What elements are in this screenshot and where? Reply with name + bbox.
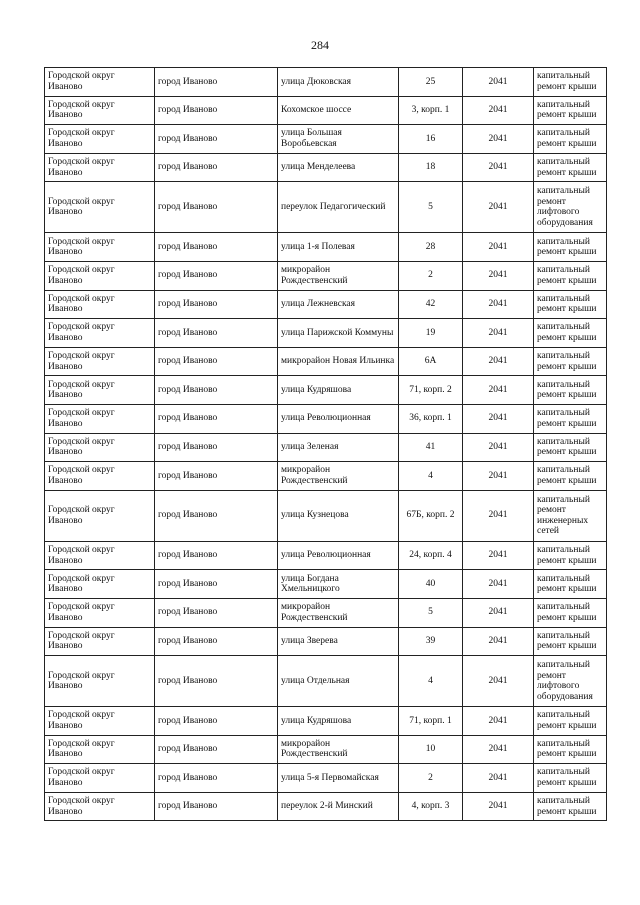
year-cell: 2041: [463, 347, 534, 376]
year-cell: 2041: [463, 627, 534, 656]
work-type-cell: капитальный ремонт крыши: [534, 627, 607, 656]
year-cell: 2041: [463, 319, 534, 348]
work-type-cell: капитальный ремонт крыши: [534, 96, 607, 125]
work-type-cell: капитальный ремонт крыши: [534, 541, 607, 570]
work-type-cell: капитальный ремонт крыши: [534, 125, 607, 154]
work-type-cell: капитальный ремонт крыши: [534, 153, 607, 182]
table-row: [45, 792, 607, 821]
year-cell: 2041: [463, 462, 534, 491]
city-cell: город Иваново: [155, 319, 278, 348]
year-cell: 2041: [463, 792, 534, 821]
table-row: [45, 735, 607, 764]
year-cell: 2041: [463, 290, 534, 319]
street-cell: улица Зеленая: [278, 433, 399, 462]
city-cell: город Иваново: [155, 598, 278, 627]
district-cell: Городской округ Иваново: [45, 707, 155, 736]
work-type-cell: капитальный ремонт крыши: [534, 735, 607, 764]
house-number-cell: 42: [399, 290, 463, 319]
work-type-cell: капитальный ремонт лифтового оборудования: [534, 656, 607, 707]
table-row: [45, 153, 607, 182]
street-cell: переулок 2-й Минский: [278, 792, 399, 821]
table-row: [45, 598, 607, 627]
district-cell: Городской округ Иваново: [45, 792, 155, 821]
table-row: [45, 68, 607, 97]
street-cell: микрорайон Новая Ильинка: [278, 347, 399, 376]
city-cell: город Иваново: [155, 233, 278, 262]
house-number-cell: 4, корп. 3: [399, 792, 463, 821]
city-cell: город Иваново: [155, 182, 278, 233]
street-cell: улица Парижской Коммуны: [278, 319, 399, 348]
table-body: [45, 68, 607, 821]
table-row: [45, 261, 607, 290]
table-row: [45, 125, 607, 154]
table-row: [45, 627, 607, 656]
district-cell: Городской округ Иваново: [45, 68, 155, 97]
street-cell: улица Отдельная: [278, 656, 399, 707]
year-cell: 2041: [463, 433, 534, 462]
district-cell: Городской округ Иваново: [45, 376, 155, 405]
table-row: [45, 433, 607, 462]
table-row: [45, 319, 607, 348]
table-row: [45, 570, 607, 599]
district-cell: Городской округ Иваново: [45, 261, 155, 290]
street-cell: микрорайон Рождественский: [278, 261, 399, 290]
city-cell: город Иваново: [155, 261, 278, 290]
street-cell: улица 1-я Полевая: [278, 233, 399, 262]
house-number-cell: 71, корп. 2: [399, 376, 463, 405]
district-cell: Городской округ Иваново: [45, 433, 155, 462]
house-number-cell: 67Б, корп. 2: [399, 490, 463, 541]
district-cell: Городской округ Иваново: [45, 462, 155, 491]
house-number-cell: 4: [399, 656, 463, 707]
year-cell: 2041: [463, 125, 534, 154]
work-type-cell: капитальный ремонт крыши: [534, 68, 607, 97]
work-type-cell: капитальный ремонт крыши: [534, 261, 607, 290]
year-cell: 2041: [463, 735, 534, 764]
work-type-cell: капитальный ремонт крыши: [534, 376, 607, 405]
street-cell: улица Богдана Хмельницкого: [278, 570, 399, 599]
table-row: [45, 764, 607, 793]
street-cell: улица Дюковская: [278, 68, 399, 97]
street-cell: улица Революционная: [278, 404, 399, 433]
district-cell: Городской округ Иваново: [45, 735, 155, 764]
work-type-cell: капитальный ремонт крыши: [534, 598, 607, 627]
city-cell: город Иваново: [155, 570, 278, 599]
work-type-cell: капитальный ремонт крыши: [534, 347, 607, 376]
city-cell: город Иваново: [155, 735, 278, 764]
city-cell: город Иваново: [155, 541, 278, 570]
house-number-cell: 36, корп. 1: [399, 404, 463, 433]
house-number-cell: 19: [399, 319, 463, 348]
year-cell: 2041: [463, 541, 534, 570]
street-cell: улица Кудряшова: [278, 707, 399, 736]
district-cell: Городской округ Иваново: [45, 153, 155, 182]
district-cell: Городской округ Иваново: [45, 319, 155, 348]
work-type-cell: капитальный ремонт крыши: [534, 319, 607, 348]
city-cell: город Иваново: [155, 462, 278, 491]
street-cell: Кохомское шоссе: [278, 96, 399, 125]
district-cell: Городской округ Иваново: [45, 125, 155, 154]
work-type-cell: капитальный ремонт крыши: [534, 404, 607, 433]
district-cell: Городской округ Иваново: [45, 490, 155, 541]
work-type-cell: капитальный ремонт крыши: [534, 290, 607, 319]
district-cell: Городской округ Иваново: [45, 96, 155, 125]
year-cell: 2041: [463, 182, 534, 233]
district-cell: Городской округ Иваново: [45, 182, 155, 233]
table-row: [45, 376, 607, 405]
work-type-cell: капитальный ремонт лифтового оборудования: [534, 182, 607, 233]
year-cell: 2041: [463, 764, 534, 793]
city-cell: город Иваново: [155, 290, 278, 319]
year-cell: 2041: [463, 656, 534, 707]
city-cell: город Иваново: [155, 376, 278, 405]
year-cell: 2041: [463, 376, 534, 405]
house-number-cell: 18: [399, 153, 463, 182]
work-type-cell: капитальный ремонт крыши: [534, 764, 607, 793]
page-number: 284: [311, 38, 329, 52]
street-cell: улица Большая Воробьевская: [278, 125, 399, 154]
house-number-cell: 2: [399, 261, 463, 290]
house-number-cell: 4: [399, 462, 463, 491]
city-cell: город Иваново: [155, 347, 278, 376]
year-cell: 2041: [463, 233, 534, 262]
table-row: [45, 233, 607, 262]
district-cell: Городской округ Иваново: [45, 627, 155, 656]
year-cell: 2041: [463, 153, 534, 182]
year-cell: 2041: [463, 570, 534, 599]
work-type-cell: капитальный ремонт инженерных сетей: [534, 490, 607, 541]
district-cell: Городской округ Иваново: [45, 347, 155, 376]
district-cell: Городской округ Иваново: [45, 656, 155, 707]
work-type-cell: капитальный ремонт крыши: [534, 433, 607, 462]
district-cell: Городской округ Иваново: [45, 541, 155, 570]
work-type-cell: капитальный ремонт крыши: [534, 570, 607, 599]
city-cell: город Иваново: [155, 490, 278, 541]
house-number-cell: 25: [399, 68, 463, 97]
district-cell: Городской округ Иваново: [45, 233, 155, 262]
district-cell: Городской округ Иваново: [45, 404, 155, 433]
table-row: [45, 96, 607, 125]
street-cell: улица Зверева: [278, 627, 399, 656]
table-row: [45, 347, 607, 376]
city-cell: город Иваново: [155, 433, 278, 462]
city-cell: город Иваново: [155, 627, 278, 656]
street-cell: улица 5-я Первомайская: [278, 764, 399, 793]
street-cell: улица Кудряшова: [278, 376, 399, 405]
year-cell: 2041: [463, 96, 534, 125]
city-cell: город Иваново: [155, 125, 278, 154]
city-cell: город Иваново: [155, 707, 278, 736]
city-cell: город Иваново: [155, 764, 278, 793]
table-row: [45, 404, 607, 433]
house-number-cell: 6А: [399, 347, 463, 376]
district-cell: Городской округ Иваново: [45, 290, 155, 319]
district-cell: Городской округ Иваново: [45, 570, 155, 599]
house-number-cell: 5: [399, 598, 463, 627]
street-cell: улица Кузнецова: [278, 490, 399, 541]
work-type-cell: капитальный ремонт крыши: [534, 792, 607, 821]
work-type-cell: капитальный ремонт крыши: [534, 233, 607, 262]
house-number-cell: 5: [399, 182, 463, 233]
house-number-cell: 10: [399, 735, 463, 764]
city-cell: город Иваново: [155, 68, 278, 97]
table-row: [45, 541, 607, 570]
house-number-cell: 40: [399, 570, 463, 599]
house-number-cell: 24, корп. 4: [399, 541, 463, 570]
housing-repair-table: [44, 67, 607, 821]
city-cell: город Иваново: [155, 404, 278, 433]
table-row: [45, 656, 607, 707]
street-cell: улица Менделеева: [278, 153, 399, 182]
street-cell: микрорайон Рождественский: [278, 735, 399, 764]
year-cell: 2041: [463, 261, 534, 290]
table-row: [45, 462, 607, 491]
table-row: [45, 182, 607, 233]
city-cell: город Иваново: [155, 656, 278, 707]
year-cell: 2041: [463, 490, 534, 541]
table-row: [45, 707, 607, 736]
house-number-cell: 39: [399, 627, 463, 656]
city-cell: город Иваново: [155, 153, 278, 182]
street-cell: микрорайон Рождественский: [278, 598, 399, 627]
city-cell: город Иваново: [155, 792, 278, 821]
table-row: [45, 290, 607, 319]
district-cell: Городской округ Иваново: [45, 764, 155, 793]
district-cell: Городской округ Иваново: [45, 598, 155, 627]
house-number-cell: 41: [399, 433, 463, 462]
house-number-cell: 3, корп. 1: [399, 96, 463, 125]
year-cell: 2041: [463, 598, 534, 627]
city-cell: город Иваново: [155, 96, 278, 125]
house-number-cell: 71, корп. 1: [399, 707, 463, 736]
year-cell: 2041: [463, 68, 534, 97]
street-cell: улица Лежневская: [278, 290, 399, 319]
work-type-cell: капитальный ремонт крыши: [534, 707, 607, 736]
year-cell: 2041: [463, 707, 534, 736]
house-number-cell: 28: [399, 233, 463, 262]
work-type-cell: капитальный ремонт крыши: [534, 462, 607, 491]
street-cell: микрорайон Рождественский: [278, 462, 399, 491]
street-cell: улица Революционная: [278, 541, 399, 570]
house-number-cell: 2: [399, 764, 463, 793]
year-cell: 2041: [463, 404, 534, 433]
street-cell: переулок Педагогический: [278, 182, 399, 233]
table-row: [45, 490, 607, 541]
house-number-cell: 16: [399, 125, 463, 154]
